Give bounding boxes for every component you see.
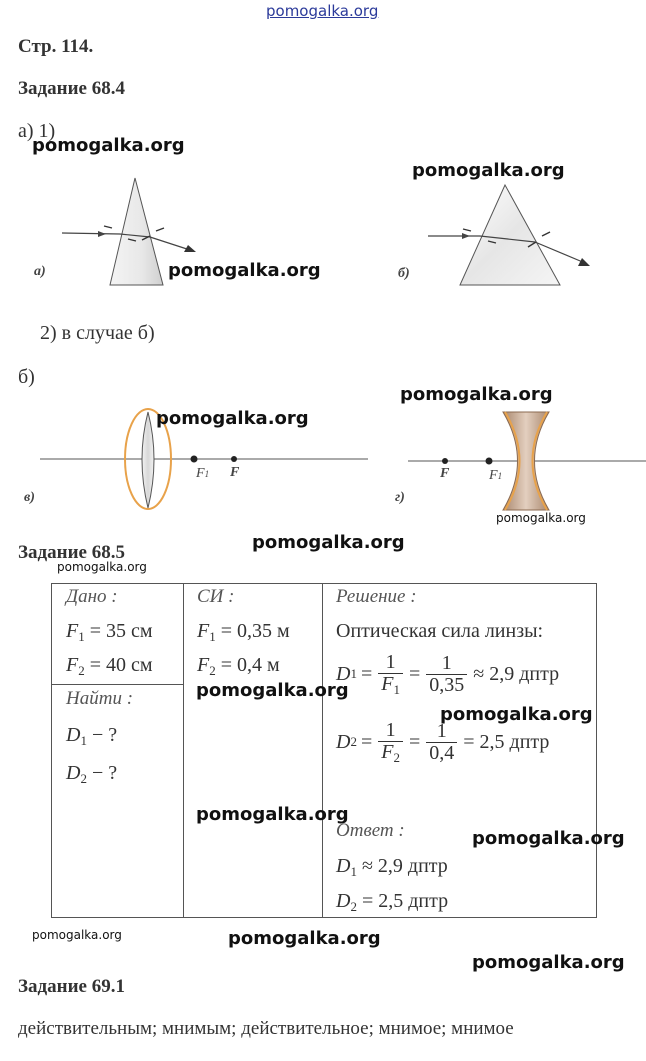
- fig-label-g: г): [395, 490, 405, 505]
- table-divider-1: [183, 583, 184, 918]
- find-d2: $D_2$ − ?: [66, 762, 118, 786]
- top-watermark-link[interactable]: pomogalka.org: [266, 2, 379, 20]
- si-f1: $F_1 = 0,35$ м: [197, 620, 290, 644]
- prism-figures: [0, 160, 646, 300]
- solution-label: Решение :: [336, 586, 417, 607]
- convex-focus-f: F: [230, 465, 240, 480]
- table-divider-2: [322, 583, 323, 918]
- answer-label: Ответ :: [336, 820, 405, 841]
- task-68-4-part-a: а) 1): [18, 120, 56, 142]
- task-68-4-title: Задание 68.4: [18, 78, 125, 99]
- watermark: pomogalka.org: [400, 384, 553, 405]
- concave-focus-f: F: [440, 466, 450, 481]
- task-68-4-part-b: б): [18, 366, 35, 388]
- concave-lens: [408, 412, 646, 510]
- answer-d2: $D_2 = 2,5$ дптр: [336, 890, 449, 914]
- watermark: pomogalka.org: [228, 928, 381, 949]
- equation-d2: D 2 = $\frac{1}{F_2}$ = $\frac{1}{0,4}$ = 2,5 дптр: [336, 719, 550, 765]
- fig-label-a: а): [34, 264, 46, 279]
- find-d1: $D_1$ − ?: [66, 724, 118, 748]
- task-69-1-answer: действительным; мнимым; действительное; мнимое; мнимое: [18, 1018, 514, 1039]
- watermark: pomogalka.org: [196, 680, 349, 701]
- table-divider-given: [51, 684, 183, 685]
- task-69-1-title: Задание 69.1: [18, 976, 125, 997]
- solution-intro: Оптическая сила линзы:: [336, 620, 544, 642]
- watermark: pomogalka.org: [472, 952, 625, 973]
- si-f2: $F_2 = 0,4$ м: [197, 654, 280, 678]
- watermark: pomogalka.org: [196, 804, 349, 825]
- watermark: pomogalka.org: [412, 160, 565, 181]
- page-number: Стр. 114.: [18, 36, 94, 57]
- watermark: pomogalka.org: [472, 828, 625, 849]
- given-f2: $F_2 = 40$ см: [66, 654, 153, 678]
- prism-b: [428, 185, 590, 285]
- fig-label-b: б): [398, 266, 410, 281]
- concave-focus-f1: F1: [489, 468, 503, 483]
- watermark: pomogalka.org: [440, 704, 593, 725]
- answer-d1: $D_1 \approx 2,9$ дптр: [336, 855, 448, 879]
- watermark: pomogalka.org: [496, 511, 586, 525]
- task-68-4-answer-2: 2) в случае б): [40, 322, 155, 344]
- given-label: Дано :: [66, 586, 118, 607]
- fig-label-v: в): [24, 490, 35, 505]
- convex-focus-f1: F1: [196, 466, 210, 481]
- watermark: pomogalka.org: [32, 135, 185, 156]
- equation-d1: D 1 = $\frac{1}{F_1}$ = $\frac{1}{0,35}$ ≈ 2,9 дптр: [336, 651, 560, 697]
- si-label: СИ :: [197, 586, 235, 607]
- watermark: pomogalka.org: [57, 560, 147, 574]
- given-f1: $F_1 = 35$ см: [66, 620, 153, 644]
- watermark: pomogalka.org: [32, 928, 122, 942]
- find-label: Найти :: [66, 688, 134, 709]
- watermark: pomogalka.org: [156, 408, 309, 429]
- watermark: pomogalka.org: [168, 260, 321, 281]
- lens-figures: [0, 400, 646, 518]
- watermark: pomogalka.org: [252, 532, 405, 553]
- task-68-5-title: Задание 68.5: [18, 542, 125, 563]
